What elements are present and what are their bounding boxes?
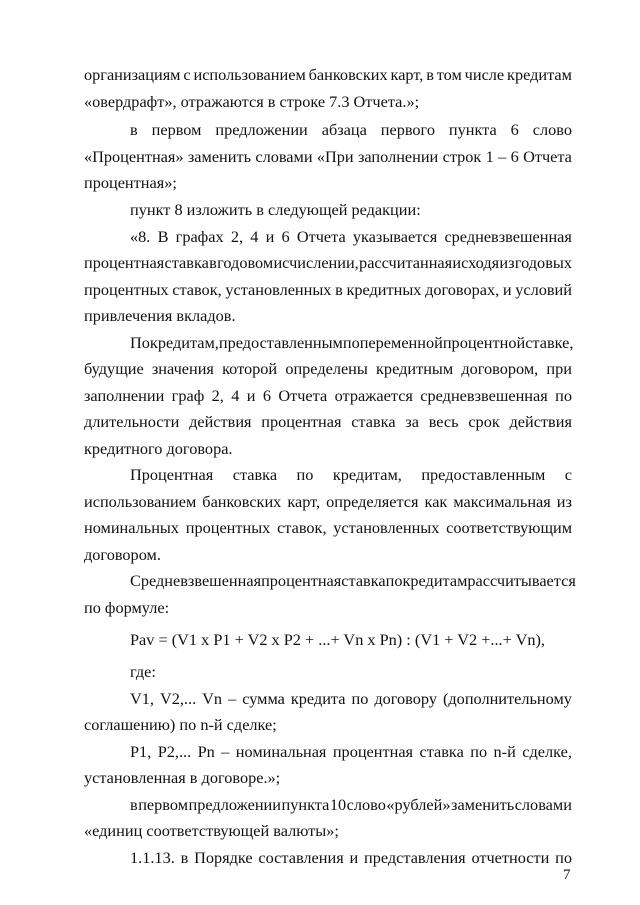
word: кредитных xyxy=(346,280,422,299)
word: будущие xyxy=(84,359,144,378)
word: V1, xyxy=(130,689,154,708)
word: По xyxy=(130,333,150,352)
word: отражается xyxy=(334,386,413,405)
word: использованием xyxy=(193,65,306,84)
word: средневзвешенная xyxy=(420,386,548,405)
word: словами xyxy=(514,795,572,814)
word: по xyxy=(470,742,488,761)
word: по xyxy=(351,689,369,708)
text-line: пункт 8 изложить в следующей редакции: xyxy=(130,200,421,219)
word: ставка xyxy=(419,742,464,761)
word: процентная xyxy=(261,412,342,431)
word: первом xyxy=(138,795,189,814)
word: Vn xyxy=(202,689,223,708)
word: весь xyxy=(428,412,459,431)
word: по xyxy=(385,571,403,590)
word: Отчета xyxy=(278,386,328,405)
text-line xyxy=(130,571,576,591)
word: установленных xyxy=(225,280,332,299)
text-line xyxy=(84,359,572,379)
word: по xyxy=(342,333,360,352)
word: годовом xyxy=(217,253,274,272)
word: годовых xyxy=(514,253,572,272)
word: по xyxy=(555,848,572,867)
word: «рублей» xyxy=(386,795,451,814)
word: кредитным xyxy=(376,359,454,378)
text-line xyxy=(84,65,572,85)
word: в xyxy=(209,253,217,272)
word: кредитам xyxy=(507,65,572,84)
word: из xyxy=(556,492,572,511)
word: как xyxy=(424,492,448,511)
word: указывается xyxy=(352,227,438,246)
word: определяется xyxy=(326,492,419,511)
text-line xyxy=(84,518,572,538)
word: которой xyxy=(222,359,278,378)
word: заполнении xyxy=(357,147,439,166)
word: ставке, xyxy=(525,333,574,352)
word: банковских xyxy=(308,65,388,84)
word: том xyxy=(436,65,462,84)
word: 6 xyxy=(510,120,519,139)
word: 10 xyxy=(329,795,347,814)
word: (дополнительному xyxy=(442,689,572,708)
word: договором, xyxy=(461,359,539,378)
word: ставка xyxy=(351,412,396,431)
word: кредита xyxy=(290,689,346,708)
text-line: процентная»; xyxy=(84,173,177,192)
word: значения xyxy=(151,359,214,378)
word: установленных xyxy=(333,518,440,537)
text-line: соглашению) по n-й сделке; xyxy=(84,715,277,734)
text-line xyxy=(84,147,572,167)
word: и xyxy=(349,848,359,867)
word: предоставленным xyxy=(421,465,546,484)
word: в xyxy=(180,848,189,867)
word: и xyxy=(265,227,275,246)
word: представления xyxy=(364,848,466,867)
text-line xyxy=(130,848,572,868)
text-line xyxy=(130,120,572,140)
text-line: кредитного договора. xyxy=(84,439,233,458)
word: исчислении, xyxy=(273,253,359,272)
word: процентных xyxy=(185,518,271,537)
word: и xyxy=(502,280,512,299)
word: длительности xyxy=(84,412,180,431)
text-line: установленная в договоре.»; xyxy=(84,768,281,787)
word: строк xyxy=(442,147,482,166)
word: 6 xyxy=(262,386,271,405)
word: кредитам, xyxy=(149,333,219,352)
word: графах xyxy=(175,227,224,246)
word: ставок, xyxy=(172,280,222,299)
word: в xyxy=(426,65,434,84)
word: n-й xyxy=(493,742,516,761)
word: Процентная xyxy=(130,465,214,484)
word: сумма xyxy=(242,689,285,708)
text-line xyxy=(84,386,572,406)
word: первом xyxy=(151,120,202,139)
word: «При xyxy=(316,147,354,166)
word: слово xyxy=(532,120,572,139)
text-line xyxy=(130,795,572,815)
word: процентной xyxy=(442,333,526,352)
word: Pn xyxy=(197,742,215,761)
word: процентная xyxy=(84,253,165,272)
word: кредитам, xyxy=(332,465,402,484)
word: рассчитывается xyxy=(467,571,576,590)
word: ставок, xyxy=(277,518,327,537)
word: срок xyxy=(468,412,500,431)
word: «Процентная» xyxy=(84,147,184,166)
word: В xyxy=(157,227,169,246)
word: заменить xyxy=(187,147,252,166)
word: пункта xyxy=(448,120,497,139)
word: договорах, xyxy=(425,280,500,299)
page-number: 7 xyxy=(563,867,571,883)
word: карт, xyxy=(287,492,321,511)
word: – xyxy=(228,689,237,708)
word: 2, xyxy=(211,386,224,405)
word: с xyxy=(564,465,572,484)
word: 6 xyxy=(281,227,290,246)
word: P2,... xyxy=(157,742,192,761)
word: ставка xyxy=(341,571,386,590)
word: – xyxy=(221,742,230,761)
word: с xyxy=(183,65,191,84)
word: 1.1.13. xyxy=(130,848,175,867)
word: «8. xyxy=(130,227,151,246)
word: абзаца xyxy=(321,120,367,139)
text-line xyxy=(130,742,572,762)
text-line: привлечения вкладов. xyxy=(84,306,236,325)
word: Средневзвешенная xyxy=(130,571,262,590)
text-line xyxy=(84,412,572,432)
word: граф xyxy=(171,386,205,405)
formula: Pav = (V1 x P1 + V2 x P2 + ...+ Vn x Pn) : (V1 + V2 +...+ Vn), xyxy=(130,630,545,649)
word: максимальная xyxy=(453,492,551,511)
word: карт, xyxy=(390,65,424,84)
word: из xyxy=(499,253,515,272)
text-line: договором. xyxy=(84,545,161,564)
word: в xyxy=(130,120,138,139)
word: пункта xyxy=(281,795,330,814)
word: организациям xyxy=(84,65,181,84)
word: использованием xyxy=(84,492,197,511)
word: номинальных xyxy=(84,518,179,537)
word: слово xyxy=(346,795,386,814)
text-line xyxy=(84,253,572,273)
word: 1 xyxy=(485,147,494,166)
word: 4 xyxy=(250,227,259,246)
word: банковских xyxy=(202,492,282,511)
text-line xyxy=(130,333,572,353)
word: условий xyxy=(515,280,572,299)
word: переменной xyxy=(359,333,443,352)
word: предложении xyxy=(188,795,281,814)
word: Отчета xyxy=(523,147,572,166)
word: составления xyxy=(258,848,344,867)
word: предложении xyxy=(215,120,308,139)
word: средневзвешенная xyxy=(444,227,572,246)
word: ставка xyxy=(232,465,278,484)
word: ставка xyxy=(164,253,209,272)
text-line: «овердрафт», отражаются в строке 7.3 Отчета.»; xyxy=(84,92,420,111)
word: Отчета xyxy=(296,227,346,246)
text-line xyxy=(130,227,572,247)
word: – xyxy=(498,147,507,166)
word: Порядке xyxy=(194,848,253,867)
word: заменить xyxy=(451,795,515,814)
word: процентная xyxy=(261,571,342,590)
word: V2,... xyxy=(159,689,197,708)
word: и xyxy=(246,386,256,405)
word: номинальная xyxy=(235,742,327,761)
text-line: где: xyxy=(130,662,156,681)
word: по xyxy=(296,465,314,484)
word: заполнении xyxy=(84,386,165,405)
word: процентная xyxy=(332,742,414,761)
word: процентных xyxy=(84,280,169,299)
text-line xyxy=(84,280,572,300)
word: сделке, xyxy=(522,742,572,761)
text-line xyxy=(84,492,572,512)
text-line xyxy=(130,465,572,485)
word: 4 xyxy=(231,386,240,405)
word: 2, xyxy=(230,227,244,246)
word: действия xyxy=(189,412,252,431)
word: определены xyxy=(285,359,368,378)
word: при xyxy=(546,359,572,378)
word: за xyxy=(405,412,419,431)
word: по xyxy=(555,386,572,405)
word: числе xyxy=(464,65,505,84)
word: словами xyxy=(255,147,313,166)
word: кредитам xyxy=(402,571,468,590)
text-line xyxy=(130,689,572,709)
word: P1, xyxy=(130,742,152,761)
word: в xyxy=(335,280,343,299)
word: рассчитанная xyxy=(359,253,453,272)
word: исходя xyxy=(452,253,500,272)
word: первого xyxy=(380,120,435,139)
word: в xyxy=(130,795,138,814)
word: отчетности xyxy=(471,848,550,867)
word: соответствующим xyxy=(446,518,572,537)
word: предоставленным xyxy=(218,333,343,352)
word: действия xyxy=(509,412,572,431)
text-line: по формуле: xyxy=(84,598,170,617)
text-line: «единиц соответствующей валюты»; xyxy=(84,821,339,840)
word: 6 xyxy=(510,147,519,166)
word: договору xyxy=(374,689,437,708)
